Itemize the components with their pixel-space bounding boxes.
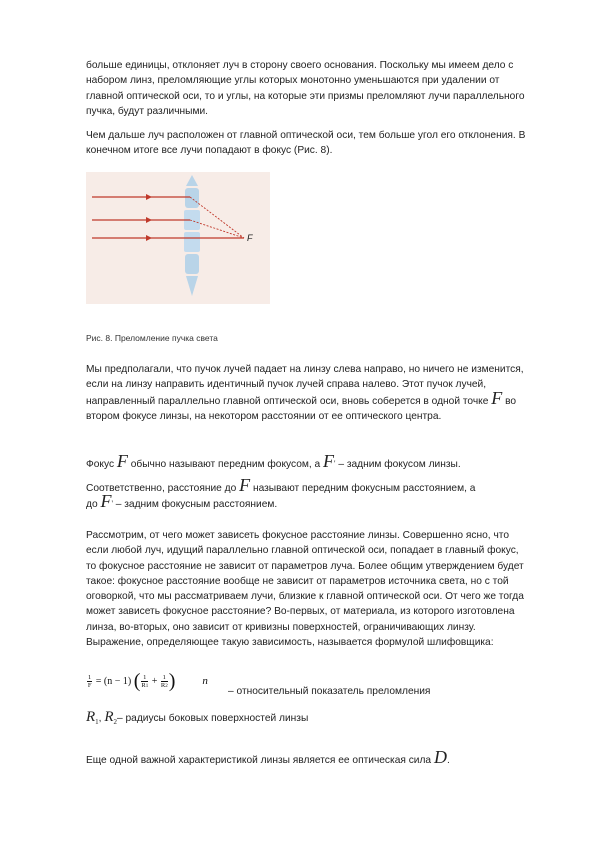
focus-symbol-F: F	[239, 475, 251, 495]
focus-symbol-F-prime: F	[100, 491, 112, 512]
text-run: .	[446, 755, 450, 766]
text-run: – задним фокусным расстоянием.	[112, 499, 278, 511]
symbol-n: n	[202, 674, 208, 687]
lens-segment	[185, 188, 199, 208]
paragraph-prism-deflection: больше единицы, отклоняет луч в сторону своего основания. Поскольку мы имеем дело с набором линз, преломляющие углы которых монотонно уменьшаются при удалении от главной оптической оси, то и углы, на которые эти призмы преломляют лучи параллельного пучка, будут различными.	[86, 60, 525, 117]
n-description: – относительный показатель преломления	[228, 686, 431, 697]
text-run: называют передним фокусным расстоянием, а	[250, 483, 476, 494]
ray-arrow	[146, 217, 152, 223]
paren-open: (	[133, 670, 141, 692]
radii-description: $R_1$, $R_2-$ радиусы боковых поверхностей линзы	[86, 709, 309, 726]
lens-tip-top	[186, 175, 198, 186]
paragraph-front-back-focus	[86, 451, 526, 472]
plus-sign: +	[151, 675, 158, 687]
formula-n-minus-1: = (n − 1)	[95, 675, 132, 687]
prime-mark: '	[111, 499, 113, 509]
lens-diagram	[86, 172, 270, 304]
paragraph-reverse-beam	[86, 362, 526, 424]
figure-caption: Рис. 8. Преломление пучка света	[86, 333, 218, 343]
optical-power-sentence	[86, 747, 450, 767]
fraction-1-over-F: $\frac{1}{F}$	[87, 674, 92, 689]
focus-label: F	[247, 233, 253, 243]
paragraph-focus: Чем дальше луч расположен от главной оптической оси, тем больше угол его отклонения. В конечном итоге все лучи попадают в фокус (Рис. 8).	[86, 130, 526, 157]
paren-close: )	[168, 670, 176, 692]
text-run: Фокус	[86, 459, 117, 470]
lens-tip-bottom	[186, 276, 198, 296]
lens-segment	[185, 254, 199, 274]
focus-symbol-F-prime: F	[323, 451, 335, 471]
ray-arrow	[146, 235, 152, 241]
text-run: Еще одной важной характеристикой линзы является ее оптическая сила	[86, 755, 434, 766]
lensmaker-formula	[86, 670, 208, 693]
text-run: Соответственно, расстояние до	[86, 483, 240, 494]
prime-mark: '	[334, 459, 336, 468]
optical-power-symbol-D: D	[433, 747, 447, 767]
text-run: до	[86, 499, 101, 511]
fraction-1-over-R2: $\frac{1}{R2}$	[160, 673, 168, 689]
fraction-1-over-R1: $\frac{1}{R1}$	[141, 673, 149, 689]
paragraph-focal-distances	[86, 475, 526, 513]
lens-segment	[184, 232, 200, 252]
focus-symbol-F: F	[491, 387, 503, 408]
paragraph-focal-length-dependence: Рассмотрим, от чего может зависеть фокусное расстояние линзы. Совершенно ясно, что если любой луч, идущий параллельно главной оптической оси, попадает в главный фокус, то фокусное расстояние не зависит от параметров луча. Более общим утверждением будет такое: фокусное расстояние вообще не зависит от параметров источника света, но с той оговоркой, что мы рассматриваем лучи, близкие к главной оптической оси. От чего же тогда может зависеть фокусное расстояние? Во-первых, от материала, из которого изготовлена линза, во-вторых, оно зависит от кривизны поверхностей, ограничивающих линзу. Выражение, определяющее такую зависимость, называется формулой шлифовщика:	[86, 530, 524, 649]
ray-arrow	[146, 194, 152, 200]
text-run: обычно называют передним фокусом, а	[127, 459, 324, 470]
focus-symbol-F: F	[116, 451, 128, 471]
text-run: – задним фокусом линзы.	[335, 459, 461, 470]
lens-refraction-figure	[86, 172, 270, 304]
text-run: Мы предполагали, что пучок лучей падает на линзу слева направо, но ничего не изменится, если на линзу направить идентичный пучок лучей справа налево. Этот пучок лучей, направленный параллельно главной оптической оси, вновь соберется в одной точке	[86, 364, 524, 407]
text-run: во втором фокусе линзы, на некотором расстоянии от ее оптического центра.	[86, 395, 517, 422]
